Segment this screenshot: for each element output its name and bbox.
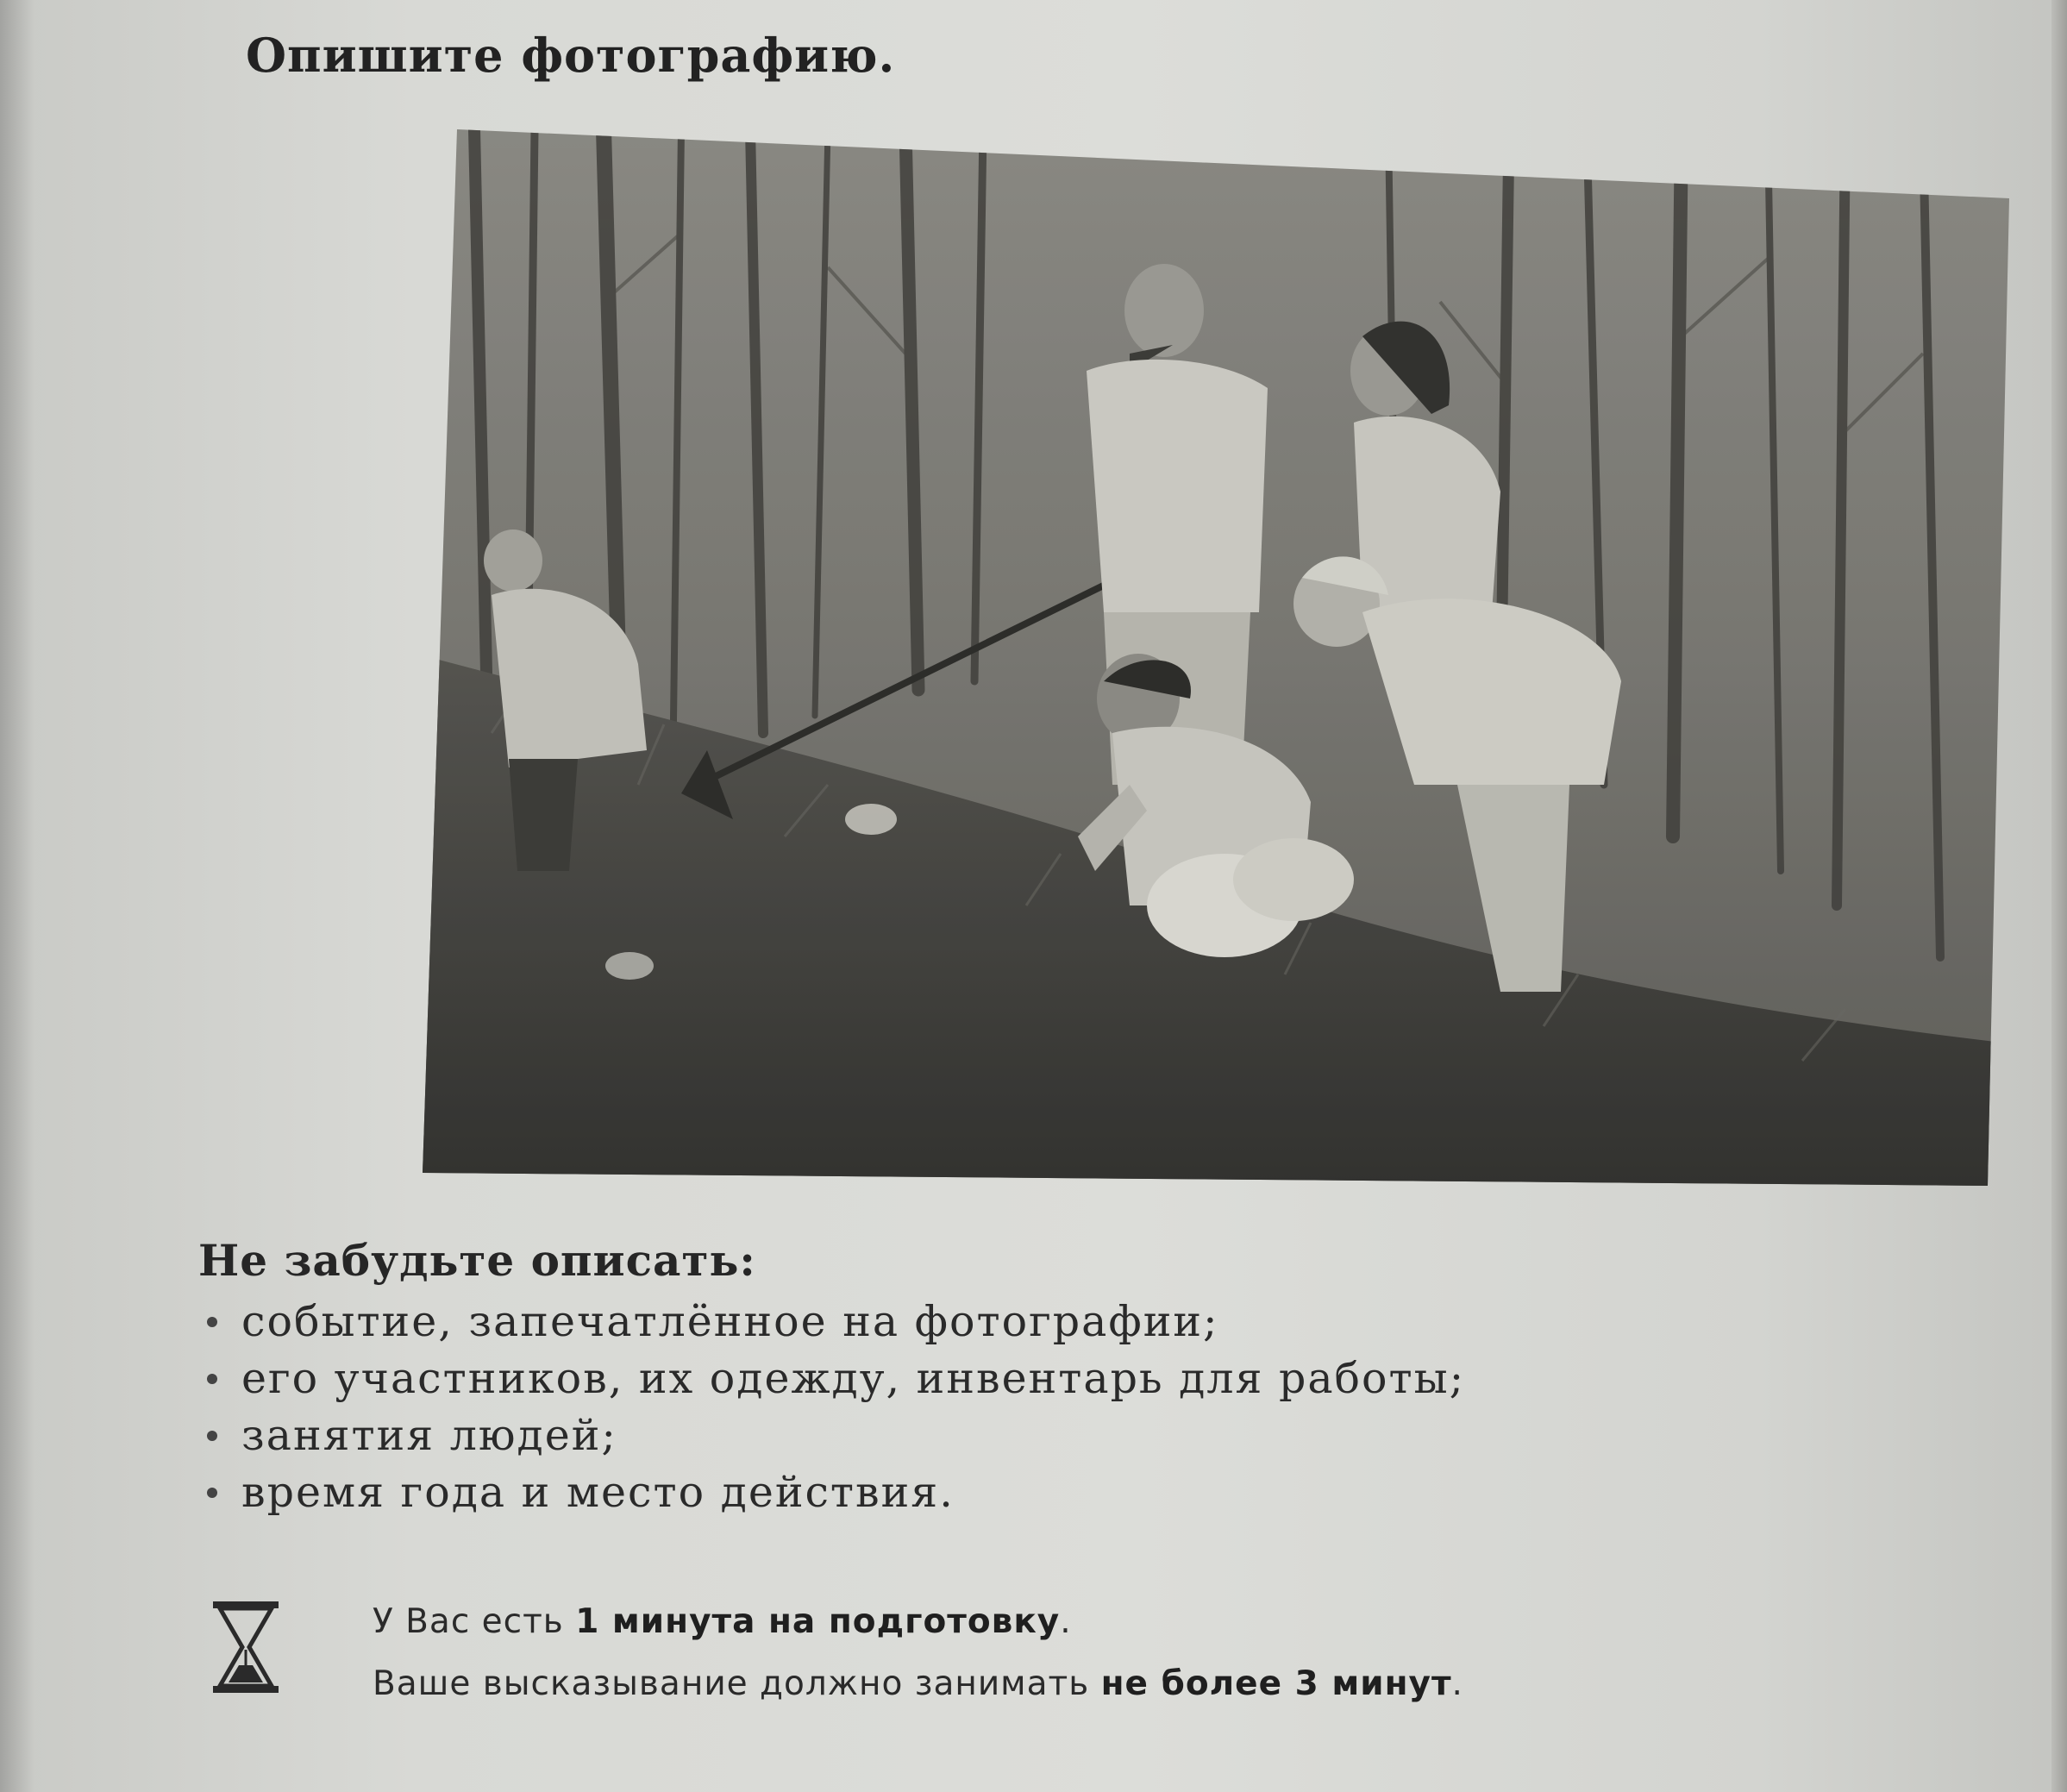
list-item-text: его участников, их одежду, инвентарь для работы; <box>241 1354 1466 1403</box>
bullet-icon <box>207 1374 217 1384</box>
timer-prep-line <box>373 1602 1072 1641</box>
photo-illustration <box>423 129 2009 1186</box>
list-item-text: событие, запечатлённое на фотографии; <box>241 1297 1219 1346</box>
timer-prep-period: . <box>1060 1602 1072 1641</box>
timer-prep-text: У Вас есть <box>373 1602 576 1641</box>
list-item-text: время года и место действия. <box>241 1468 955 1517</box>
list-item-text: занятия людей; <box>241 1411 617 1460</box>
task-photo <box>423 129 2009 1186</box>
list-item <box>207 1294 1465 1350</box>
page-shadow <box>0 0 34 1792</box>
timer-prep-duration: 1 минута на подготовку <box>575 1602 1061 1641</box>
hourglass-icon <box>211 1600 280 1698</box>
page-edge <box>2051 0 2067 1792</box>
timer-answer-line <box>373 1664 1463 1703</box>
list-item <box>207 1464 1465 1521</box>
timer-answer-period: . <box>1451 1664 1463 1703</box>
list-item <box>207 1350 1465 1407</box>
bullet-icon <box>207 1431 217 1441</box>
bullet-icon <box>207 1317 217 1327</box>
bullet-icon <box>207 1488 217 1498</box>
list-item <box>207 1407 1465 1464</box>
remember-heading: Не забудьте описать: <box>198 1235 756 1286</box>
timer-answer-text: Ваше высказывание должно занимать <box>373 1664 1101 1703</box>
timer-answer-duration: не более 3 минут <box>1100 1664 1452 1703</box>
remember-list <box>207 1294 1465 1521</box>
page-title: Опишите фотографию. <box>246 28 896 83</box>
